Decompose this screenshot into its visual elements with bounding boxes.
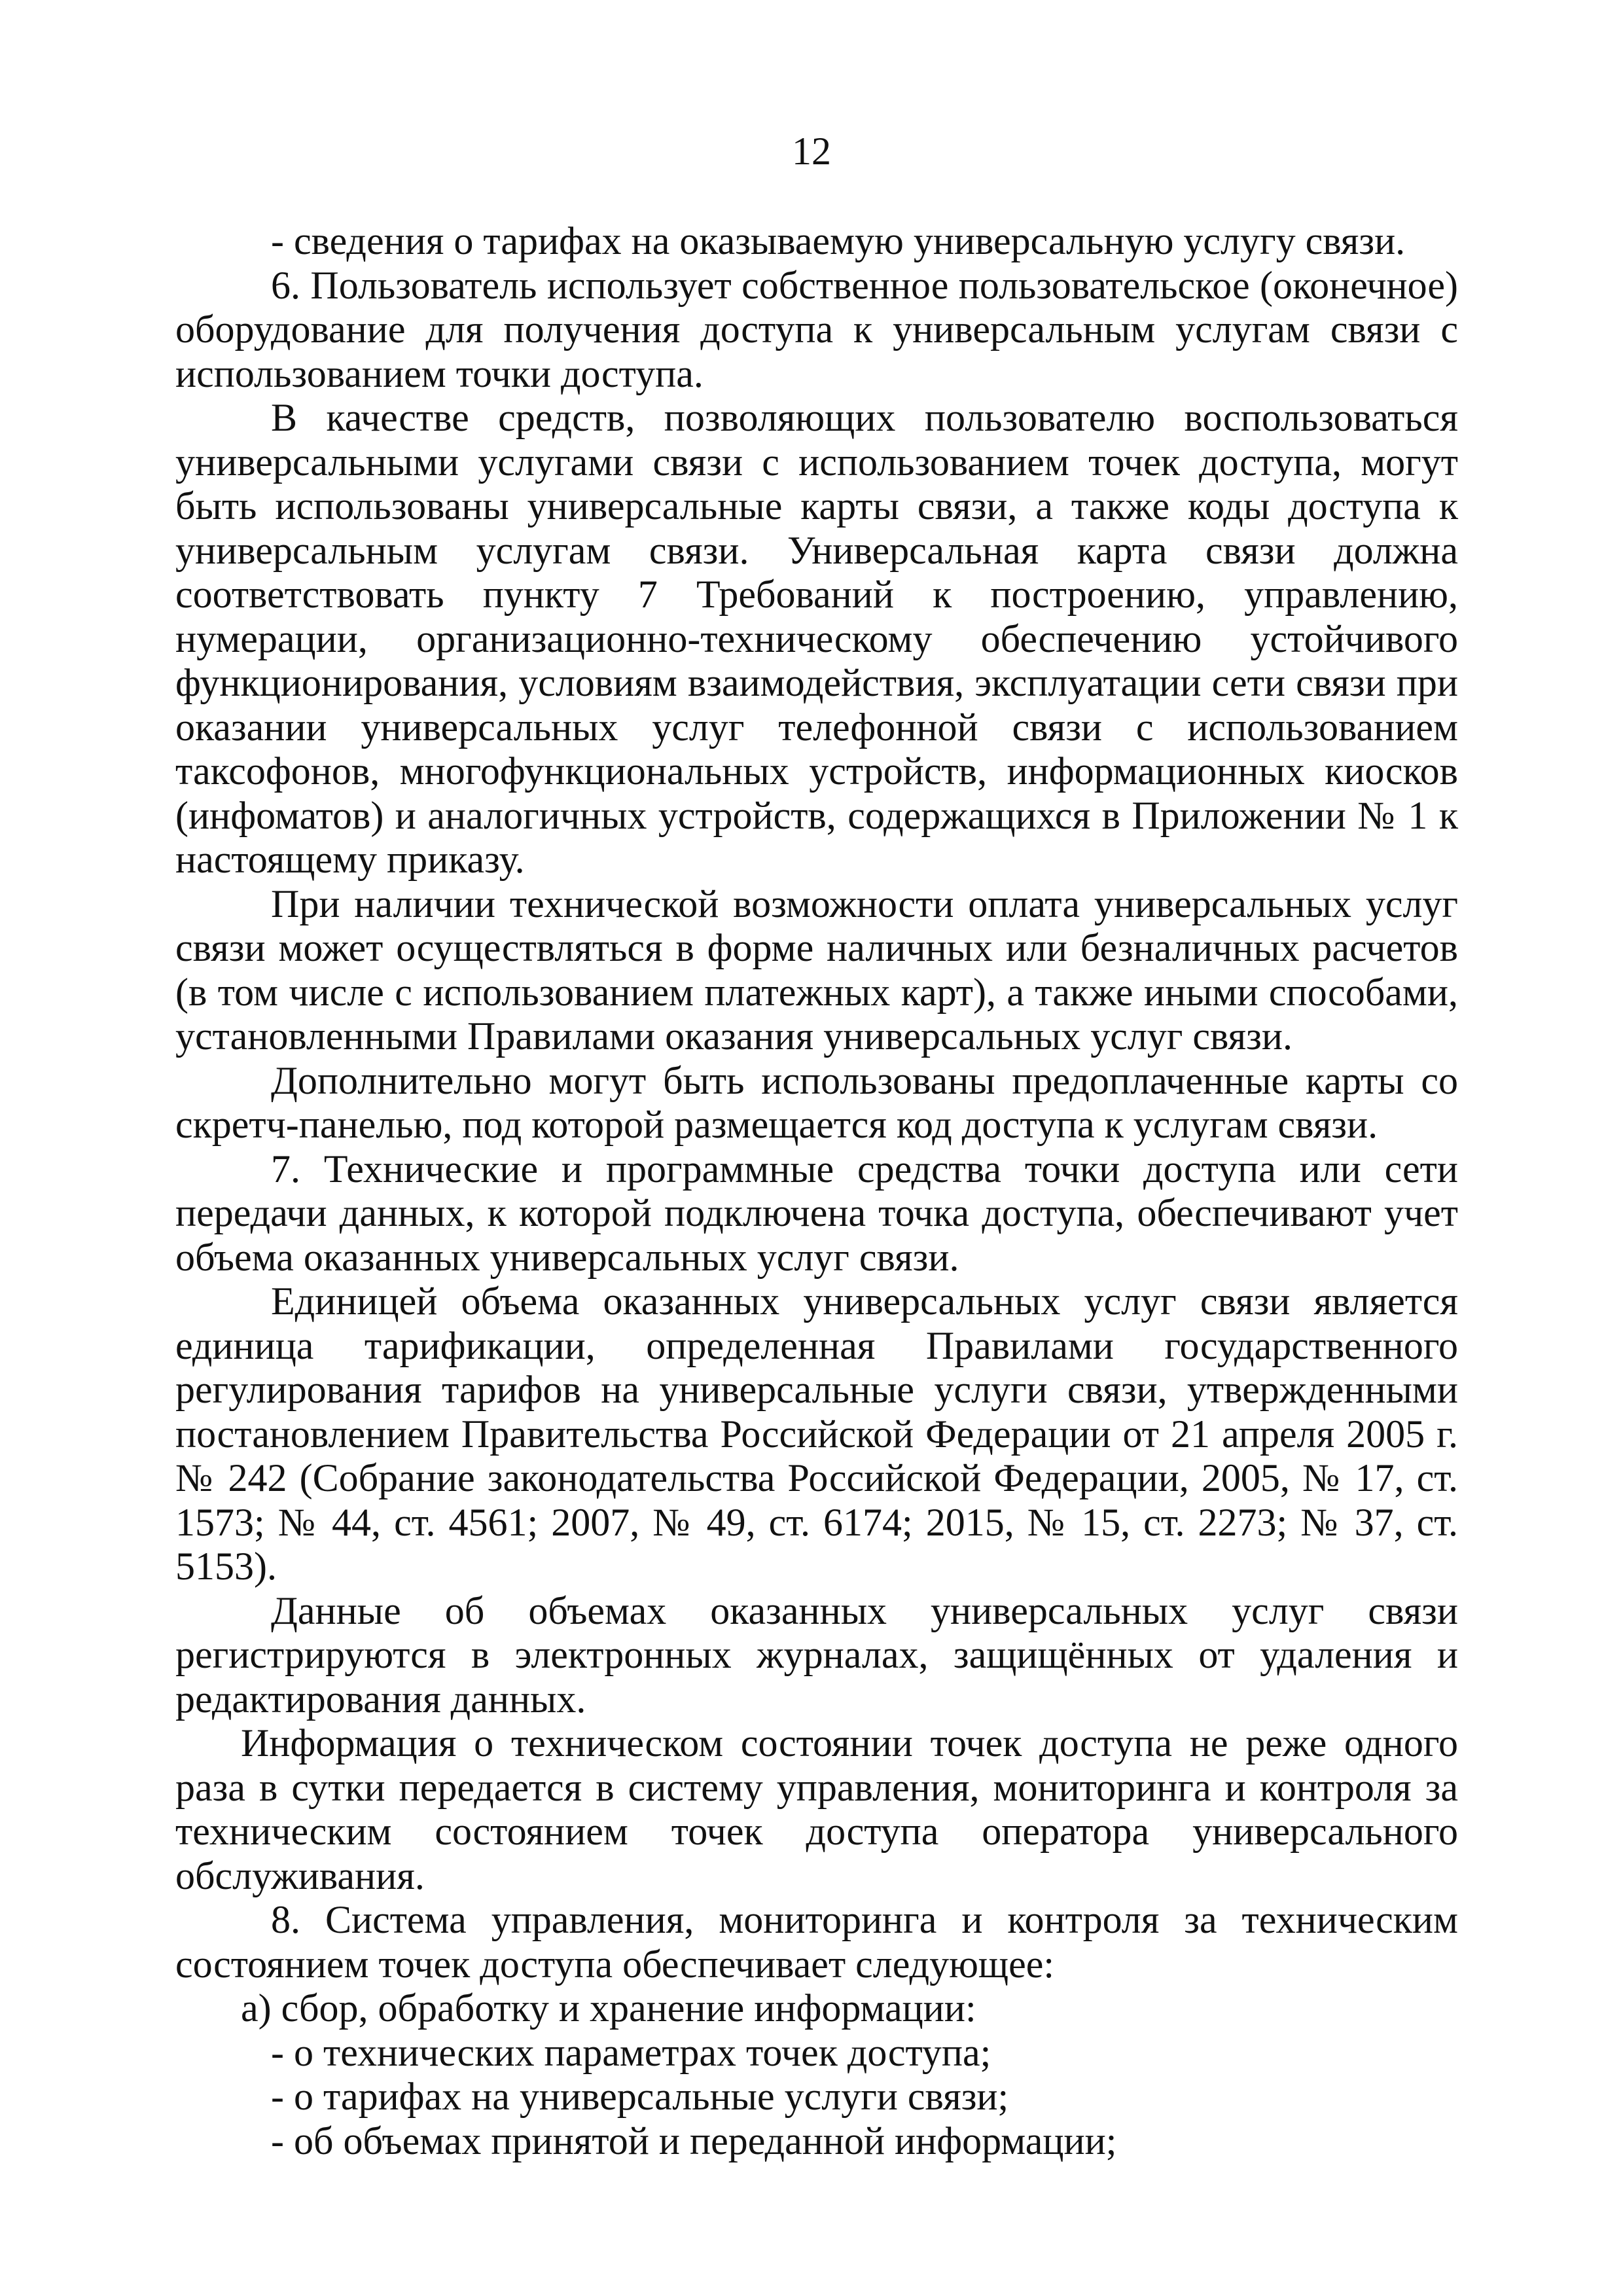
paragraph-6-equipment: 6. Пользователь использует собственное пользовательское (оконечное) оборудование для получения доступа к универсальным услугам связи с использованием точки доступа. — [175, 263, 1458, 395]
document-body — [175, 219, 1458, 2163]
paragraph-technical-status: Информация о техническом состоянии точек доступа не реже одного раза в сутки передается в систему управления, мониторинга и контроля за техническим состоянием точек доступа оператора универсального обслуживания. — [175, 1721, 1458, 1897]
list-item-tariffs: - о тарифах на универсальные услуги связи; — [271, 2075, 1009, 2118]
list-item-information-volume: - об объемах принятой и переданной информации; — [271, 2119, 1117, 2162]
paragraph-tariff-info: - сведения о тарифах на оказываемую универсальную услугу связи. — [271, 219, 1406, 262]
paragraph-8-system: 8. Система управления, мониторинга и контроля за техническим состоянием точек доступа обеспечивает следующее: — [175, 1898, 1458, 1986]
paragraph-volume-data: Данные об объемах оказанных универсальных услуг связи регистрируются в электронных журналах, защищённых от удаления и редактирования данных. — [175, 1588, 1458, 1721]
paragraph-prepaid-cards: Дополнительно могут быть использованы предоплаченные карты со скретч-панелью, под которой размещается код доступа к услугам связи. — [175, 1058, 1458, 1146]
paragraph-payment: При наличии технической возможности оплата универсальных услуг связи может осуществляться в форме наличных или безналичных расчетов (в том числе с использованием платежных карт), а также иными способами, установленными Правилами оказания универсальных услуг связи. — [175, 882, 1458, 1058]
paragraph-7-accounting: 7. Технические и программные средства точки доступа или сети передачи данных, к которой подключена точка доступа, обеспечивают учет объема оказанных универсальных услуг связи. — [175, 1147, 1458, 1279]
paragraph-access-means: В качестве средств, позволяющих пользователю воспользоваться универсальными услугами связи с использованием точек доступа, могут быть использованы универсальные карты связи, а также коды доступа к универсальным услугам связи. Универсальная карта связи должна соответствовать пункту 7 Требований к построению, управлению, нумерации, организационно-техническому обеспечению устойчивого функционирования, условиям взаимодействия, эксплуатации сети связи при оказании универсальных услуг телефонной связи с использованием таксофонов, многофункциональных устройств, информационных киосков (инфоматов) и аналогичных устройств, содержащихся в Приложении № 1 к настоящему приказу. — [175, 396, 1458, 881]
page-number: 12 — [792, 130, 831, 173]
list-item-technical-parameters: - о технических параметрах точек доступа; — [271, 2030, 991, 2074]
list-item-a: а) сбор, обработку и хранение информации: — [241, 1986, 976, 2030]
paragraph-tariff-unit: Единицей объема оказанных универсальных услуг связи является единица тарификации, определенная Правилами государственного регулирования тарифов на универсальные услуги связи, утвержденными постановлением Правительства Российской Федерации от 21 апреля 2005 г. № 242 (Собрание законодательства Российской Федерации, 2005, № 17, ст. 1573; № 44, ст. 4561; 2007, № 49, ст. 6174; 2015, № 15, ст. 2273; № 37, ст. 5153). — [175, 1280, 1458, 1588]
